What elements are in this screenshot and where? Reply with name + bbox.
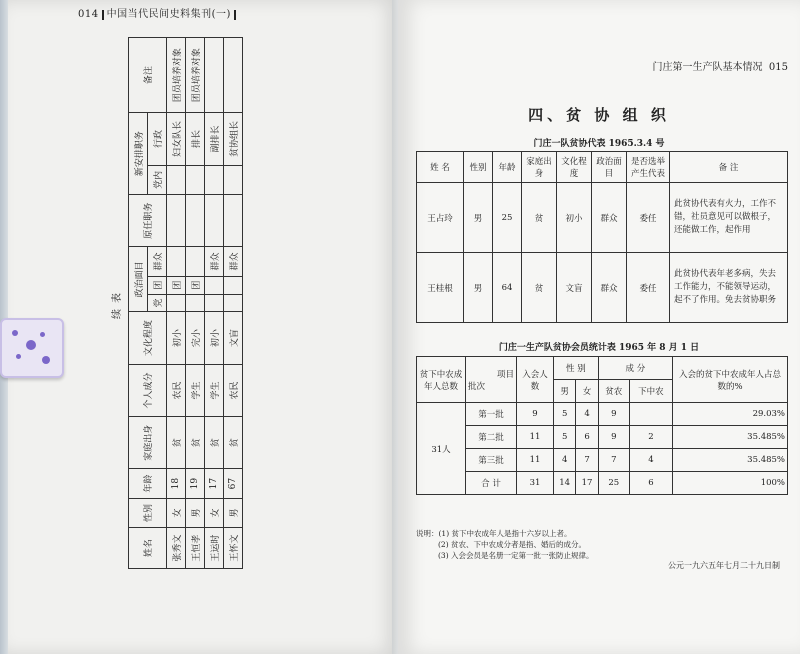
cell-culture: 初小 (167, 312, 186, 364)
col-lower-middle: 下中农 (629, 380, 672, 403)
cell-league (224, 276, 243, 294)
running-header: 门庄第一生产队基本情况 (652, 62, 763, 73)
cell-female: 7 (576, 449, 598, 472)
cell-members: 11 (517, 449, 554, 472)
cell-age: 67 (224, 469, 243, 498)
col-header: 年龄 (493, 152, 522, 183)
cell-old-post (167, 195, 186, 247)
cell-batch: 第一批 (466, 403, 517, 426)
cell-lower-middle: 4 (629, 449, 672, 472)
col-header: 文化程度 (557, 152, 592, 183)
cell-male: 5 (554, 426, 576, 449)
cell-note: 此贫协代表有火力，工作不错，社员意见可以做根子，还能做工作，起作用 (670, 183, 788, 253)
table-header-row (129, 38, 148, 569)
cell-masses (167, 247, 186, 276)
cell-culture: 初小 (557, 183, 592, 253)
header-bar-icon (102, 10, 104, 20)
cell-name: 王怀文 (224, 528, 243, 569)
cell-elected: 委任 (627, 183, 670, 253)
cell-party-inner (186, 165, 205, 194)
right-page-header (653, 58, 788, 73)
col-political: 政治面目 (129, 247, 148, 312)
representatives-table (416, 151, 788, 323)
col-header: 家庭出身 (522, 152, 557, 183)
cell-personal: 学生 (205, 364, 224, 416)
clip-dot-icon (12, 330, 18, 336)
cell-family: 贫 (522, 253, 557, 323)
cell-male: 4 (554, 449, 576, 472)
rotated-table-container (108, 37, 253, 569)
col-name: 姓名 (129, 528, 167, 569)
label-batch: 批次 (468, 381, 486, 392)
col-age: 年龄 (129, 469, 167, 498)
cell-family: 贫 (186, 417, 205, 469)
cell-members: 31 (517, 472, 554, 495)
cell-batch: 合 计 (466, 472, 517, 495)
cell-party (186, 294, 205, 312)
cell-ratio: 29.03% (673, 403, 788, 426)
cell-political: 群众 (592, 253, 627, 323)
cell-family: 贫 (522, 183, 557, 253)
cell-political: 群众 (592, 183, 627, 253)
cell-poor: 25 (598, 472, 629, 495)
cell-league (205, 276, 224, 294)
cell-ratio: 35.485% (673, 426, 788, 449)
col-note: 备注 (129, 38, 167, 113)
col-header: 备 注 (670, 152, 788, 183)
col-personal: 个人成分 (129, 364, 167, 416)
cell-name: 张秀文 (167, 528, 186, 569)
cell-party (224, 294, 243, 312)
cell-sex: 女 (167, 498, 186, 527)
cell-sex: 女 (205, 498, 224, 527)
col-header: 政治面目 (592, 152, 627, 183)
cell-female: 17 (576, 472, 598, 495)
col-party: 党 (148, 294, 167, 312)
col-admin: 行政 (148, 113, 167, 165)
cell-age: 25 (493, 183, 522, 253)
cell-sex: 男 (186, 498, 205, 527)
cell-masses: 群众 (224, 247, 243, 276)
table1-caption: 门庄一队贫协代表 1965.3.4 号 (533, 139, 665, 149)
table-row (417, 426, 788, 449)
col-poor: 贫农 (598, 380, 629, 403)
clip-dot-icon (26, 340, 36, 350)
cell-poor: 9 (598, 403, 629, 426)
right-page (398, 0, 800, 654)
cell-admin: 妇女队长 (167, 113, 186, 165)
col-family: 家庭出身 (129, 417, 167, 469)
col-header: 性别 (464, 152, 493, 183)
cell-lower-middle: 2 (629, 426, 672, 449)
cell-old-post (205, 195, 224, 247)
cell-personal: 农民 (167, 364, 186, 416)
col-item-batch (466, 357, 517, 403)
cell-league: 团 (186, 276, 205, 294)
cell-note (205, 38, 224, 113)
col-culture: 文化程度 (129, 312, 167, 364)
cell-note: 团员培养对象 (167, 38, 186, 113)
cell-culture: 文盲 (224, 312, 243, 364)
note-line: (3) 入会会员是名册一定第一批一张防止规律。 (438, 551, 594, 560)
cell-old-post (186, 195, 205, 247)
cell-old-post (224, 195, 243, 247)
label-item: 项目 (496, 369, 514, 380)
table2-caption: 门庄一生产队贫协会员统计表 1965 年 8 月 1 日 (498, 343, 700, 353)
table-row (417, 253, 788, 323)
col-party-inner: 党内 (148, 165, 167, 194)
col-members: 入会人数 (517, 357, 554, 403)
cell-batch: 第三批 (466, 449, 517, 472)
col-total: 贫下中农成年人总数 (417, 357, 466, 403)
cell-culture: 完小 (186, 312, 205, 364)
note-line: (2) 贫农、下中农成分者是指、婚后的成分。 (438, 540, 587, 549)
table-row (224, 38, 243, 569)
table-row (417, 449, 788, 472)
col-sex: 性 别 (554, 357, 599, 380)
right-page-number: 015 (768, 62, 788, 73)
cell-culture: 文盲 (557, 253, 592, 323)
cell-name: 王运时 (205, 528, 224, 569)
cell-admin: 副排长 (205, 113, 224, 165)
col-header: 是否选举产生代表 (627, 152, 670, 183)
cell-admin: 贫协组长 (224, 113, 243, 165)
cell-female: 4 (576, 403, 598, 426)
table-row (417, 183, 788, 253)
cell-poor: 7 (598, 449, 629, 472)
col-old-post: 原任职务 (129, 195, 167, 247)
cell-family: 贫 (167, 417, 186, 469)
cell-family: 贫 (224, 417, 243, 469)
cell-female: 6 (576, 426, 598, 449)
cell-sex: 男 (464, 253, 493, 323)
cell-ratio: 100% (673, 472, 788, 495)
cell-lower-middle: 6 (629, 472, 672, 495)
cell-elected: 委任 (627, 253, 670, 323)
col-component: 成 分 (598, 357, 672, 380)
col-female: 女 (576, 380, 598, 403)
cell-personal: 学生 (186, 364, 205, 416)
cell-masses: 群众 (205, 247, 224, 276)
col-header: 姓 名 (417, 152, 464, 183)
cell-age: 17 (205, 469, 224, 498)
cell-batch: 第二批 (466, 426, 517, 449)
table-notes (416, 528, 594, 561)
cell-culture: 初小 (205, 312, 224, 364)
cell-name: 王占玲 (417, 183, 464, 253)
table-row (417, 403, 788, 426)
clip-dot-icon (42, 356, 50, 364)
col-masses: 群众 (148, 247, 167, 276)
col-sex: 性别 (129, 498, 167, 527)
cell-sex: 男 (224, 498, 243, 527)
table-row (417, 472, 788, 495)
cell-poor: 9 (598, 426, 629, 449)
cell-sex: 男 (464, 183, 493, 253)
cell-name: 王恒孝 (186, 528, 205, 569)
cell-total: 31人 (417, 403, 466, 495)
col-ratio: 入会的贫下中农成年人占总数的% (673, 357, 788, 403)
cell-age: 18 (167, 469, 186, 498)
header-bar-icon (234, 10, 236, 20)
cell-note (224, 38, 243, 113)
col-new-post: 新安排职务 (129, 113, 148, 195)
cell-party-inner (167, 165, 186, 194)
cell-note: 团员培养对象 (186, 38, 205, 113)
membership-table (416, 356, 788, 495)
cadre-table (128, 37, 243, 569)
table-header-row (417, 152, 788, 183)
cell-admin: 排长 (186, 113, 205, 165)
cell-party-inner (205, 165, 224, 194)
left-page (8, 0, 398, 654)
section-title: 四、贫 协 组 织 (528, 106, 670, 124)
cell-league: 团 (167, 276, 186, 294)
cell-age: 19 (186, 469, 205, 498)
cell-members: 11 (517, 426, 554, 449)
clip-dot-icon (16, 354, 21, 359)
cell-male: 5 (554, 403, 576, 426)
table-header-row (417, 357, 788, 380)
cell-note: 此贫协代表年老多病，失去工作能力，不能领导运动，起不了作用。免去贫协职务 (670, 253, 788, 323)
table-row (186, 38, 205, 569)
series-title: 中国当代民间史料集刊(一) (106, 9, 231, 20)
cell-members: 9 (517, 403, 554, 426)
left-page-number: 014 (78, 9, 99, 20)
cell-party-inner (224, 165, 243, 194)
cell-party (167, 294, 186, 312)
cell-male: 14 (554, 472, 576, 495)
cell-name: 王桂根 (417, 253, 464, 323)
cell-family: 贫 (205, 417, 224, 469)
clip-dot-icon (40, 332, 45, 337)
col-league: 团 (148, 276, 167, 294)
left-page-header (78, 5, 239, 20)
cell-lower-middle (629, 403, 672, 426)
signature-date: 公元一九六五年七月二十九日制 (668, 561, 780, 570)
cell-ratio: 35.485% (673, 449, 788, 472)
binder-clip (0, 318, 64, 378)
cell-masses (186, 247, 205, 276)
cell-party (205, 294, 224, 312)
note-line: 说明：(1) 贫下中农成年人是指十六岁以上者。 (416, 529, 572, 538)
col-male: 男 (554, 380, 576, 403)
cell-personal: 农民 (224, 364, 243, 416)
table-caption: 续表 (112, 287, 123, 319)
table-row (205, 38, 224, 569)
cell-age: 64 (493, 253, 522, 323)
table-row (167, 38, 186, 569)
